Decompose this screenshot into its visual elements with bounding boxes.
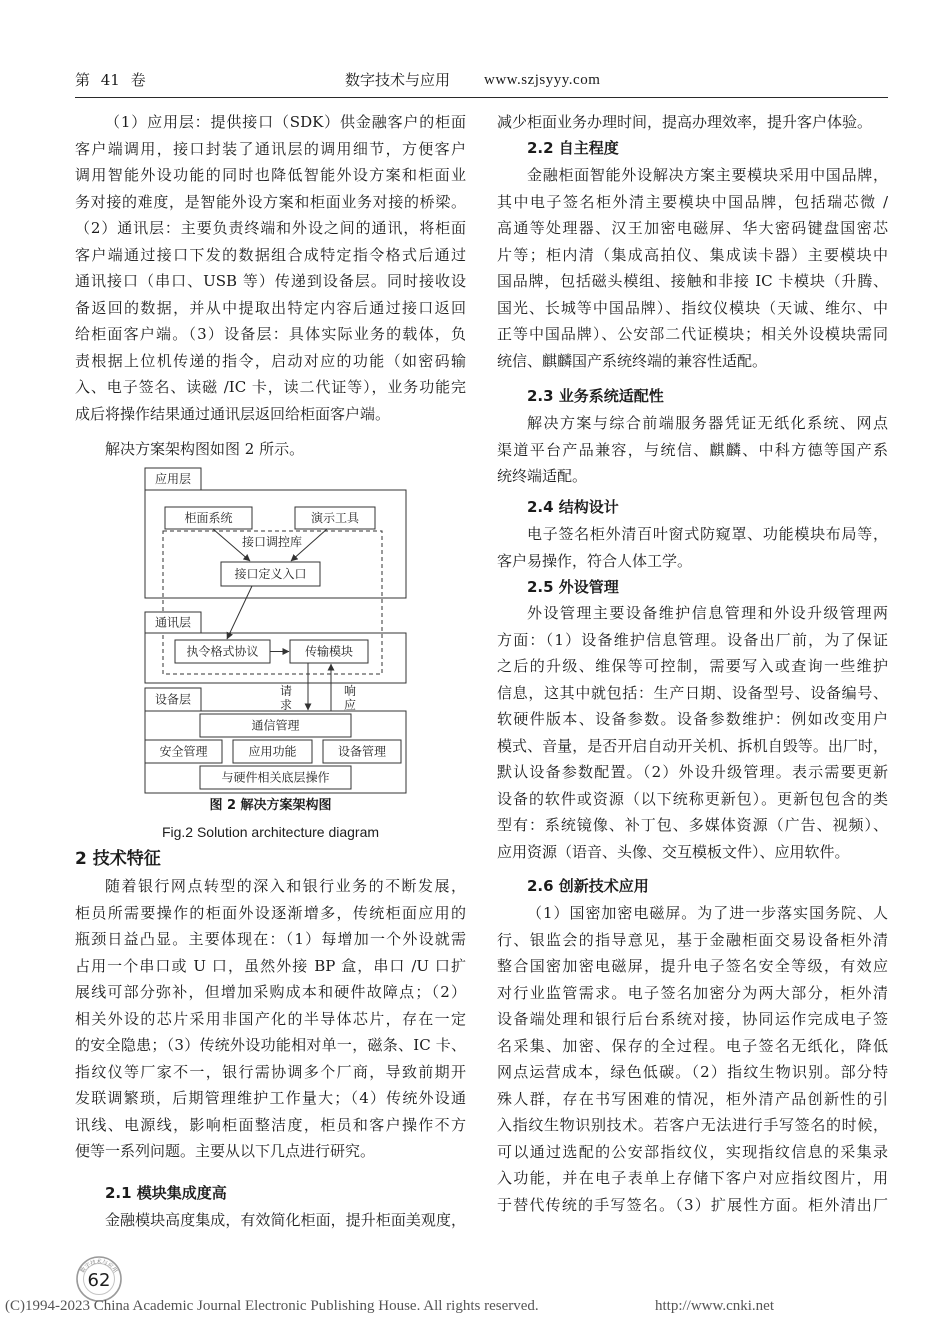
text-line: 客户易操作，符合人体工学。 [497, 551, 693, 570]
paragraph-features [75, 873, 466, 1165]
text-line: 可以通过选配的公安部指纹仪，实现指纹信息的采集录 [497, 1142, 888, 1161]
paragraph-compatibility [497, 410, 888, 490]
journal-name: 数字技术与应用 [345, 71, 451, 89]
volume-label: 第 41 卷 [75, 71, 146, 89]
transport-label: 传输模块 [304, 644, 354, 659]
request-label-char: 求 [279, 698, 293, 712]
text-line: 电子签名柜外清百叶窗式防窥罩、功能模块布局等， [527, 525, 888, 543]
text-line: 客户端通过接口下发的数据组合成特定指令格式后通过 [75, 245, 466, 264]
cmd-protocol-label: 执令格式协议 [186, 644, 259, 659]
text-line: 片等；柜内清（集成高拍仪、集成读卡器）主要模块中 [497, 245, 888, 264]
text-line: 其中电子签名柜外清主要模块中国品牌，包括瑞芯微 / [497, 192, 888, 211]
comm-layer-label: 通讯层 [154, 615, 192, 630]
response-label-char: 应 [343, 698, 357, 712]
text-line: 备返回的数据，并从中提取出特定内容后通过接口返回 [75, 298, 466, 317]
figure-caption-en: Fig.2 Solution architecture diagram [161, 824, 380, 840]
architecture-diagram [75, 462, 466, 794]
text-line: 务对接的难度，是智能外设方案和柜面业务对接的桥梁。 [75, 192, 466, 211]
text-line: 名采集、加密、保存的全过程。电子签名无纸化，降低 [497, 1036, 888, 1055]
text-line: 软硬件版本、设备参数。设备参数维护：例如改变用户 [497, 710, 888, 728]
paragraph-autonomy [497, 162, 888, 374]
text-line: 信息，这其中就包括：生产日期、设备型号、设备编号、 [497, 683, 888, 702]
text-line: 便等一系列问题。主要从以下几点进行研究。 [75, 1142, 376, 1160]
interface-entry-label: 接口定义入口 [234, 567, 307, 581]
paragraph-structure [497, 521, 888, 574]
subsection-heading: 2.5 外设管理 [527, 578, 619, 596]
app-func-label: 应用功能 [248, 744, 297, 759]
right-column [497, 0, 888, 1344]
text-line: 客户端调用，接口封装了通讯层的调用细节，方便客户 [75, 139, 466, 158]
device-layer-label: 设备层 [154, 692, 192, 707]
hw-low-label: 与硬件相关底层操作 [221, 770, 330, 785]
response-label-char: 响 [343, 684, 357, 698]
text-line: 解决方案架构图如图 2 所示。 [105, 440, 305, 458]
text-line: 设备的软件或资源（以下统称更新包）。更新包包含的类 [497, 789, 888, 808]
cnki-site: http://www.cnki.net [655, 1298, 775, 1314]
subsection-heading: 2.1 模块集成度高 [105, 1184, 227, 1202]
text-line: 方面：（1）设备维护信息管理。设备出厂前，为了保证 [497, 630, 888, 649]
text-line: 行、银监会的指导意见，基于金融柜面交易设备柜外清 [497, 930, 888, 949]
text-line: 外设管理主要设备维护信息管理和外设升级管理两 [527, 604, 888, 622]
page-number: 62 [87, 1270, 111, 1291]
text-line: 瓶颈日益凸显。主要体现在：（1）每增加一个外设就需 [75, 930, 466, 948]
text-line: 的安全隐患；（3）传统外设功能相对单一，磁条、IC 卡、 [75, 1036, 466, 1054]
text-line: 型有：系统镜像、补丁包、多媒体资源（广告、视频）、 [497, 816, 888, 834]
text-line: 成后将操作结果通过通讯层返回给柜面客户端。 [75, 404, 391, 423]
arrow-entry-to-protocol [227, 586, 252, 639]
subsection-heading: 2.3 业务系统适配性 [527, 387, 664, 405]
paragraph-management [497, 600, 888, 865]
device-mgmt-label: 设备管理 [337, 744, 387, 759]
text-line: 网点运营成本，绿色低碳。（2）指纹生物识别。部分特 [497, 1063, 888, 1081]
text-line: 柜员所需要操作的柜面外设逐渐增多，传统柜面应用的 [75, 903, 466, 922]
copyright-notice: (C)1994-2023 China Academic Journal Electronic Publishing House. All rights reserved. [5, 1298, 539, 1314]
paragraph-innovation [497, 900, 888, 1218]
text-line: 于替代传统的手写签名。（3）扩展性方面。柜外清出厂 [497, 1195, 888, 1214]
text-line: 设备端处理和银行后台系统对接，协同运作完成电子签 [497, 1010, 888, 1028]
comm-mgmt-label: 通信管理 [251, 718, 300, 733]
text-line: 展线可部分弥补，但增加采购成本和硬件故障点；（2） [75, 983, 466, 1001]
text-line: 国光、长城等中国品牌）、指纹仪模块（天诚、维尔、中 [497, 298, 888, 317]
section-heading: 2 技术特征 [75, 849, 161, 869]
text-line: 入指纹生物识别技术。若客户无法进行手写签名的时候， [497, 1116, 888, 1134]
figure-caption-cn: 图 2 解决方案架构图 [209, 798, 332, 813]
text-line: 之后的升级、维保等可控制，需要写入或查询一些维护 [497, 657, 888, 675]
figure-reference [75, 436, 466, 463]
subsection-heading: 2.4 结构设计 [527, 498, 619, 516]
subsection-heading: 2.6 创新技术应用 [527, 877, 649, 895]
interface-lib-label: 接口调控库 [241, 535, 303, 549]
text-line: 入、电子签名、读磁 /IC 卡，读二代证等），业务功能完 [75, 378, 466, 396]
text-line: 随着银行网点转型的深入和银行业务的不断发展， [105, 877, 466, 895]
text-line: 给柜面客户端。（3）设备层：具体实际业务的载体，负 [75, 325, 466, 343]
text-line: 整合国密加密电磁屏，提升电子签名安全等级，有效应 [497, 957, 888, 975]
text-line: 解决方案与综合前端服务器凭证无纸化系统、网点 [527, 414, 888, 432]
request-label-char: 请 [279, 684, 293, 698]
text-line: 渠道平台产品兼容，与统信、麒麟、中科方德等国产系 [497, 440, 888, 459]
text-line: 默认设备参数配置。（2）外设升级管理。表示需要更新 [497, 763, 888, 781]
demo-tool-label: 演示工具 [310, 511, 360, 525]
text-line: 发联调繁琐，后期管理维护工作量大；（4）传统外设通 [75, 1089, 466, 1107]
text-line: （1）国密加密电磁屏。为了进一步落实国务院、人 [527, 904, 888, 922]
text-line: （1）应用层：提供接口（SDK）供金融客户的柜面 [105, 113, 466, 131]
text-line: 模式、音量，是否开启自动开关机、拆机自毁等。出厂时， [497, 736, 888, 755]
text-line: 讯线、电源线，影响柜面整洁度，柜员和客户操作不方 [75, 1115, 466, 1134]
counter-system-label: 柜面系统 [184, 511, 233, 525]
text-line: 应用资源（语音、头像、交互模板文件）、应用软件。 [497, 842, 850, 861]
text-line: 相关外设的芯片采用非国产化的半导体芯片，存在一定 [75, 1009, 466, 1028]
text-line: 正等中国品牌）、公安部二代证模块；相关外设模块需同 [497, 325, 888, 343]
text-line: 统终端适配。 [497, 467, 588, 485]
text-line: 入功能，并在电子表单上存储下客户对应指纹图片，用 [497, 1169, 888, 1187]
text-line: 殊人群，存在书写困难的情况，柜外清产品创新性的引 [497, 1089, 888, 1108]
seal-lettering: 数字技术与应用 [79, 1259, 119, 1275]
journal-url: www.szjsyyy.com [484, 72, 601, 88]
left-column [75, 0, 466, 1344]
security-label: 安全管理 [159, 744, 208, 759]
text-line: 调用智能外设功能的同时也降低智能外设方案和柜面业 [75, 166, 466, 184]
text-line: 金融柜面智能外设解决方案主要模块采用中国品牌， [527, 166, 888, 184]
app-layer-label: 应用层 [154, 472, 192, 486]
paragraph-integration [75, 1207, 466, 1234]
text-line: 指纹仪等厂家不一，银行需协调多个厂商，导致前期开 [75, 1062, 466, 1081]
text-line: 责根据上位机传递的指令，启动对应的功能（如密码输 [75, 351, 466, 370]
text-line: 高通等处理器、汉王加密电磁屏、华大密码键盘国密芯 [497, 219, 888, 237]
text-line: （2）通讯层：主要负责终端和外设之间的通讯，将柜面 [75, 219, 466, 237]
text-line: 金融模块高度集成，有效简化柜面，提升柜面美观度， [105, 1211, 466, 1229]
text-line: 通讯接口（串口、USB 等）传递到设备层。同时接收设 [75, 272, 466, 290]
text-line: 占用一个串口或 U 口，虽然外接 BP 盒，串口 /U 口扩 [75, 956, 466, 975]
text-line: 减少柜面业务办理时间，提高办理效率，提升客户体验。 [497, 113, 873, 131]
paragraph-layers [75, 109, 466, 427]
text-line: 对行业监管需求。电子签名加密分为两大部分，柜外清 [497, 983, 888, 1002]
paragraph-continued [497, 109, 888, 136]
text-line: 国品牌，包括磁头模组、接触和非接 IC 卡模块（升腾、 [497, 272, 888, 290]
text-line: 统信、麒麟国产系统终端的兼容性适配。 [497, 351, 768, 370]
subsection-heading: 2.2 自主程度 [527, 139, 619, 157]
